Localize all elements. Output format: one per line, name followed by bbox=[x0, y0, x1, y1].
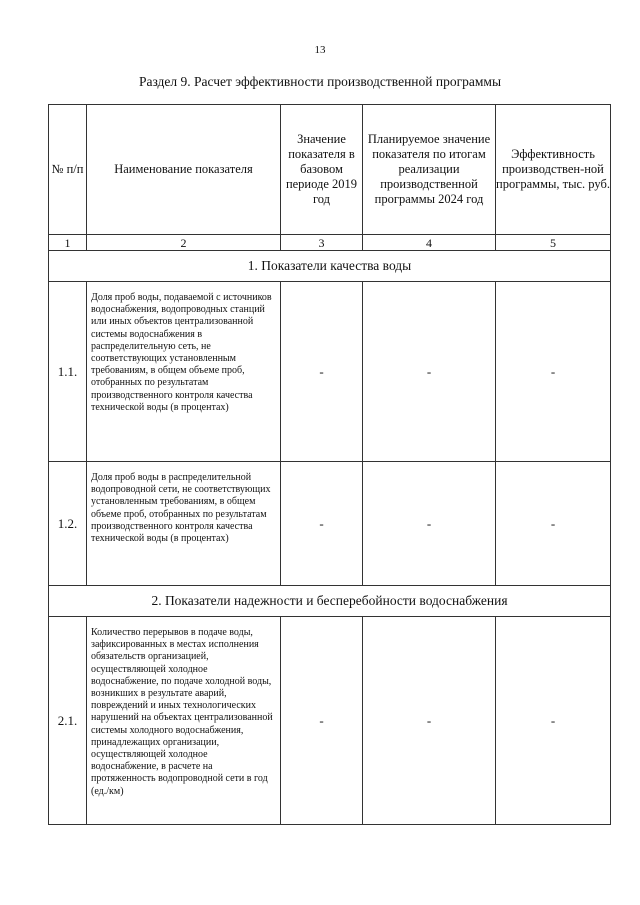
page-number: 13 bbox=[314, 44, 326, 56]
group-title: 1. Показатели качества воды bbox=[49, 251, 611, 282]
row-number: 2.1. bbox=[49, 617, 87, 825]
header-base: Значение показателя в базовом периоде 2019 год bbox=[281, 105, 363, 235]
header-name: Наименование показателя bbox=[87, 105, 281, 235]
column-index: 4 bbox=[363, 235, 496, 251]
group-title: 2. Показатели надежности и бесперебойности водоснабжения bbox=[49, 586, 611, 617]
row-plan-value: - bbox=[363, 617, 496, 825]
row-number: 1.2. bbox=[49, 462, 87, 586]
row-base-value: - bbox=[281, 617, 363, 825]
column-index: 1 bbox=[49, 235, 87, 251]
row-indicator-name: Количество перерывов в подаче воды, зафиксированных в местах исполнения обязательств организацией, осуществляющей холодное водоснабжение, по подаче холодной воды, возникших в результате аварий, повреждений и иных технологических нарушений на объектах централизованной системы холодного водоснабжения, принадлежащих организации, осуществляющей холодное водоснабжение, в расчете на протяженность водопроводной сети в год (ед./км) bbox=[87, 617, 281, 825]
header-row bbox=[49, 105, 611, 235]
row-base-value: - bbox=[281, 282, 363, 462]
row-efficiency-value: - bbox=[496, 617, 611, 825]
row-indicator-name: Доля проб воды в распределительной водопроводной сети, не соответствующих установленным требованиям, в общем объеме проб, отобранных по результатам производственного контроля качества технической воды (в процентах) bbox=[87, 462, 281, 586]
row-base-value: - bbox=[281, 462, 363, 586]
row-efficiency-value: - bbox=[496, 282, 611, 462]
efficiency-table bbox=[48, 104, 611, 825]
column-index: 3 bbox=[281, 235, 363, 251]
group-row bbox=[49, 251, 611, 282]
table-row bbox=[49, 282, 611, 462]
column-index-row bbox=[49, 235, 611, 251]
header-num: № п/п bbox=[49, 105, 87, 235]
row-number: 1.1. bbox=[49, 282, 87, 462]
table-row bbox=[49, 617, 611, 825]
group-row bbox=[49, 586, 611, 617]
row-indicator-name: Доля проб воды, подаваемой с источников водоснабжения, водопроводных станций или иных объектов централизованной системы водоснабжения в распределительную сеть, не соответствующих установленным требованиям, в общем объеме проб, отобранных по результатам производственного контроля качества технической воды (в процентах) bbox=[87, 282, 281, 462]
header-plan: Планируемое значение показателя по итогам реализации производственной программы 2024 год bbox=[363, 105, 496, 235]
section-title: Раздел 9. Расчет эффективности производственной программы bbox=[138, 74, 502, 89]
column-index: 5 bbox=[496, 235, 611, 251]
row-plan-value: - bbox=[363, 282, 496, 462]
table-row bbox=[49, 462, 611, 586]
row-plan-value: - bbox=[363, 462, 496, 586]
header-eff: Эффективность производствен-ной программы, тыс. руб. bbox=[496, 105, 611, 235]
column-index: 2 bbox=[87, 235, 281, 251]
row-efficiency-value: - bbox=[496, 462, 611, 586]
